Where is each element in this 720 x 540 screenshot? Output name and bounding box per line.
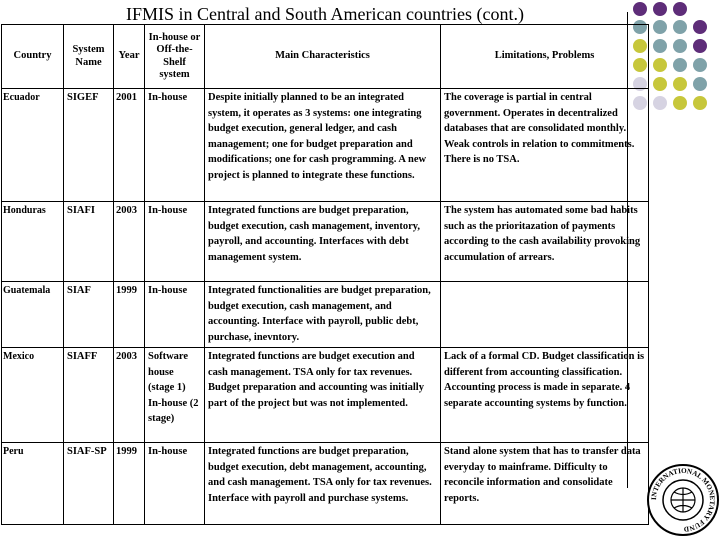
dot (653, 20, 667, 34)
table-header-row (2, 25, 649, 89)
dot (673, 77, 687, 91)
cell-characteristics: Integrated functions are budget preparation, budget execution, debt management, accounting, and cash management. TSA only for tax revenues. Interface with payroll and purchase systems. (205, 443, 441, 525)
cell-characteristics: Integrated functions are budget preparation, budget execution, cash management, inventory, payroll, and accounting. Interfaces with debt management system. (205, 202, 441, 282)
cell-type: Software house (stage 1) In-house (2 stage) (145, 348, 205, 443)
dot (693, 39, 707, 53)
cell-limitations (441, 282, 649, 348)
dot (673, 58, 687, 72)
cell-year: 2003 (114, 348, 145, 443)
cell-limitations: The coverage is partial in central government. Operates in decentralized databases that are consolidated monthly. Weak controls in relation to commitments. There is no TSA. (441, 89, 649, 202)
cell-year: 2003 (114, 202, 145, 282)
header-country: Country (2, 25, 64, 89)
cell-limitations: The system has automated some bad habits such as the prioritazation of payments according to the cash availability provoking accumulation of arrears. (441, 202, 649, 282)
cell-country: Mexico (2, 348, 64, 443)
table-row (2, 202, 649, 282)
cell-system: SIAF (64, 282, 114, 348)
header-system-type: In-house or Off-the-Shelf system (145, 25, 205, 89)
cell-limitations: Lack of a formal CD. Budget classification is different from accounting classification. Accounting process is made in separate. 4 separate accounting systems by function. (441, 348, 649, 443)
dot (673, 2, 687, 16)
cell-type: In-house (145, 89, 205, 202)
table-row (2, 443, 649, 525)
cell-type: In-house (145, 202, 205, 282)
dot (653, 96, 667, 110)
cell-system: SIAF-SP (64, 443, 114, 525)
ifmis-table (1, 24, 649, 525)
cell-country: Peru (2, 443, 64, 525)
cell-system: SIAFF (64, 348, 114, 443)
dot (673, 39, 687, 53)
header-limitations: Limitations, Problems (441, 25, 649, 89)
table-row (2, 348, 649, 443)
seal-text: INTERNATIONAL MONETARY FUND (649, 466, 717, 534)
cell-characteristics: Integrated functions are budget execution and cash management. TSA only for tax revenues. Budget preparation and accounting was initially part of the project but was not implemented. (205, 348, 441, 443)
cell-system: SIAFI (64, 202, 114, 282)
cell-year: 2001 (114, 89, 145, 202)
table-row (2, 282, 649, 348)
imf-seal-logo (646, 463, 720, 537)
cell-limitations: Stand alone system that has to transfer data everyday to mainframe. Difficulty to reconcile information and consolidate reports. (441, 443, 649, 525)
page-title: IFMIS in Central and South American countries (cont.) (126, 4, 524, 24)
dot (673, 96, 687, 110)
dot (653, 39, 667, 53)
cell-year: 1999 (114, 282, 145, 348)
dot (673, 20, 687, 34)
cell-type: In-house (145, 282, 205, 348)
dot (693, 20, 707, 34)
cell-system: SIGEF (64, 89, 114, 202)
table-row (2, 89, 649, 202)
header-year: Year (114, 25, 145, 89)
dot (653, 58, 667, 72)
cell-characteristics: Integrated functionalities are budget preparation, budget execution, cash management, and accounting. Interface with payroll, public debt, purchase, inevntory. (205, 282, 441, 348)
cell-country: Guatemala (2, 282, 64, 348)
dot (693, 96, 707, 110)
dot (693, 58, 707, 72)
header-main-characteristics: Main Characteristics (205, 25, 441, 89)
dot (693, 77, 707, 91)
cell-type: In-house (145, 443, 205, 525)
cell-country: Honduras (2, 202, 64, 282)
dot (633, 2, 647, 16)
cell-year: 1999 (114, 443, 145, 525)
dot (653, 77, 667, 91)
header-system-name: System Name (64, 25, 114, 89)
cell-country: Ecuador (2, 89, 64, 202)
dot (653, 2, 667, 16)
cell-characteristics: Despite initially planned to be an integrated system, it operates as 3 systems: one integrating budget execution, general ledger, and cash management; one for budget preparation and modifications; one for cash programming. A new project is planned to integrate these functions. (205, 89, 441, 202)
